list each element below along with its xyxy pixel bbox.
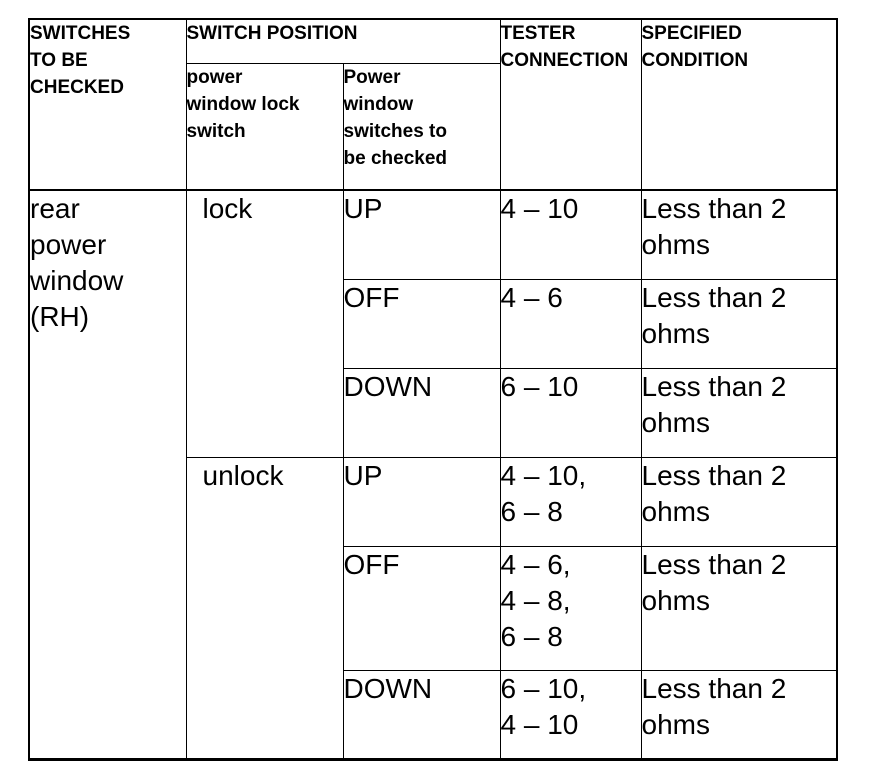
lock-position-cell: lock: [186, 190, 343, 457]
table-row: [29, 190, 837, 279]
condition-cell: Less than 2 ohms: [641, 368, 837, 457]
condition-cell: Less than 2 ohms: [641, 279, 837, 368]
header-switch-position: SWITCH POSITION: [186, 19, 500, 63]
header-lock-switch: power window lock switch: [186, 63, 343, 190]
connection-cell: 6 – 10, 4 – 10: [500, 670, 641, 759]
connection-cell: 4 – 6, 4 – 8, 6 – 8: [500, 546, 641, 670]
connection-cell: 4 – 10: [500, 190, 641, 279]
condition-cell: Less than 2 ohms: [641, 190, 837, 279]
lock-position-cell: unlock: [186, 457, 343, 759]
condition-cell: Less than 2 ohms: [641, 546, 837, 670]
header-tester-connection: TESTER CONNECTION: [500, 19, 641, 190]
header-window-switches: Power window switches to be checked: [343, 63, 500, 190]
condition-cell: Less than 2 ohms: [641, 457, 837, 546]
window-switch-cell: DOWN: [343, 368, 500, 457]
header-specified-condition: SPECIFIED CONDITION: [641, 19, 837, 190]
window-switch-cell: UP: [343, 457, 500, 546]
window-switch-cell: DOWN: [343, 670, 500, 759]
connection-cell: 4 – 6: [500, 279, 641, 368]
window-switch-cell: OFF: [343, 546, 500, 670]
condition-cell: Less than 2 ohms: [641, 670, 837, 759]
connection-cell: 6 – 10: [500, 368, 641, 457]
header-switches-to-be-checked: SWITCHES TO BE CHECKED: [29, 19, 186, 190]
window-switch-cell: UP: [343, 190, 500, 279]
window-switch-cell: OFF: [343, 279, 500, 368]
connection-cell: 4 – 10, 6 – 8: [500, 457, 641, 546]
switch-name-cell: rear power window (RH): [29, 190, 186, 759]
switch-inspection-table: [28, 18, 838, 761]
